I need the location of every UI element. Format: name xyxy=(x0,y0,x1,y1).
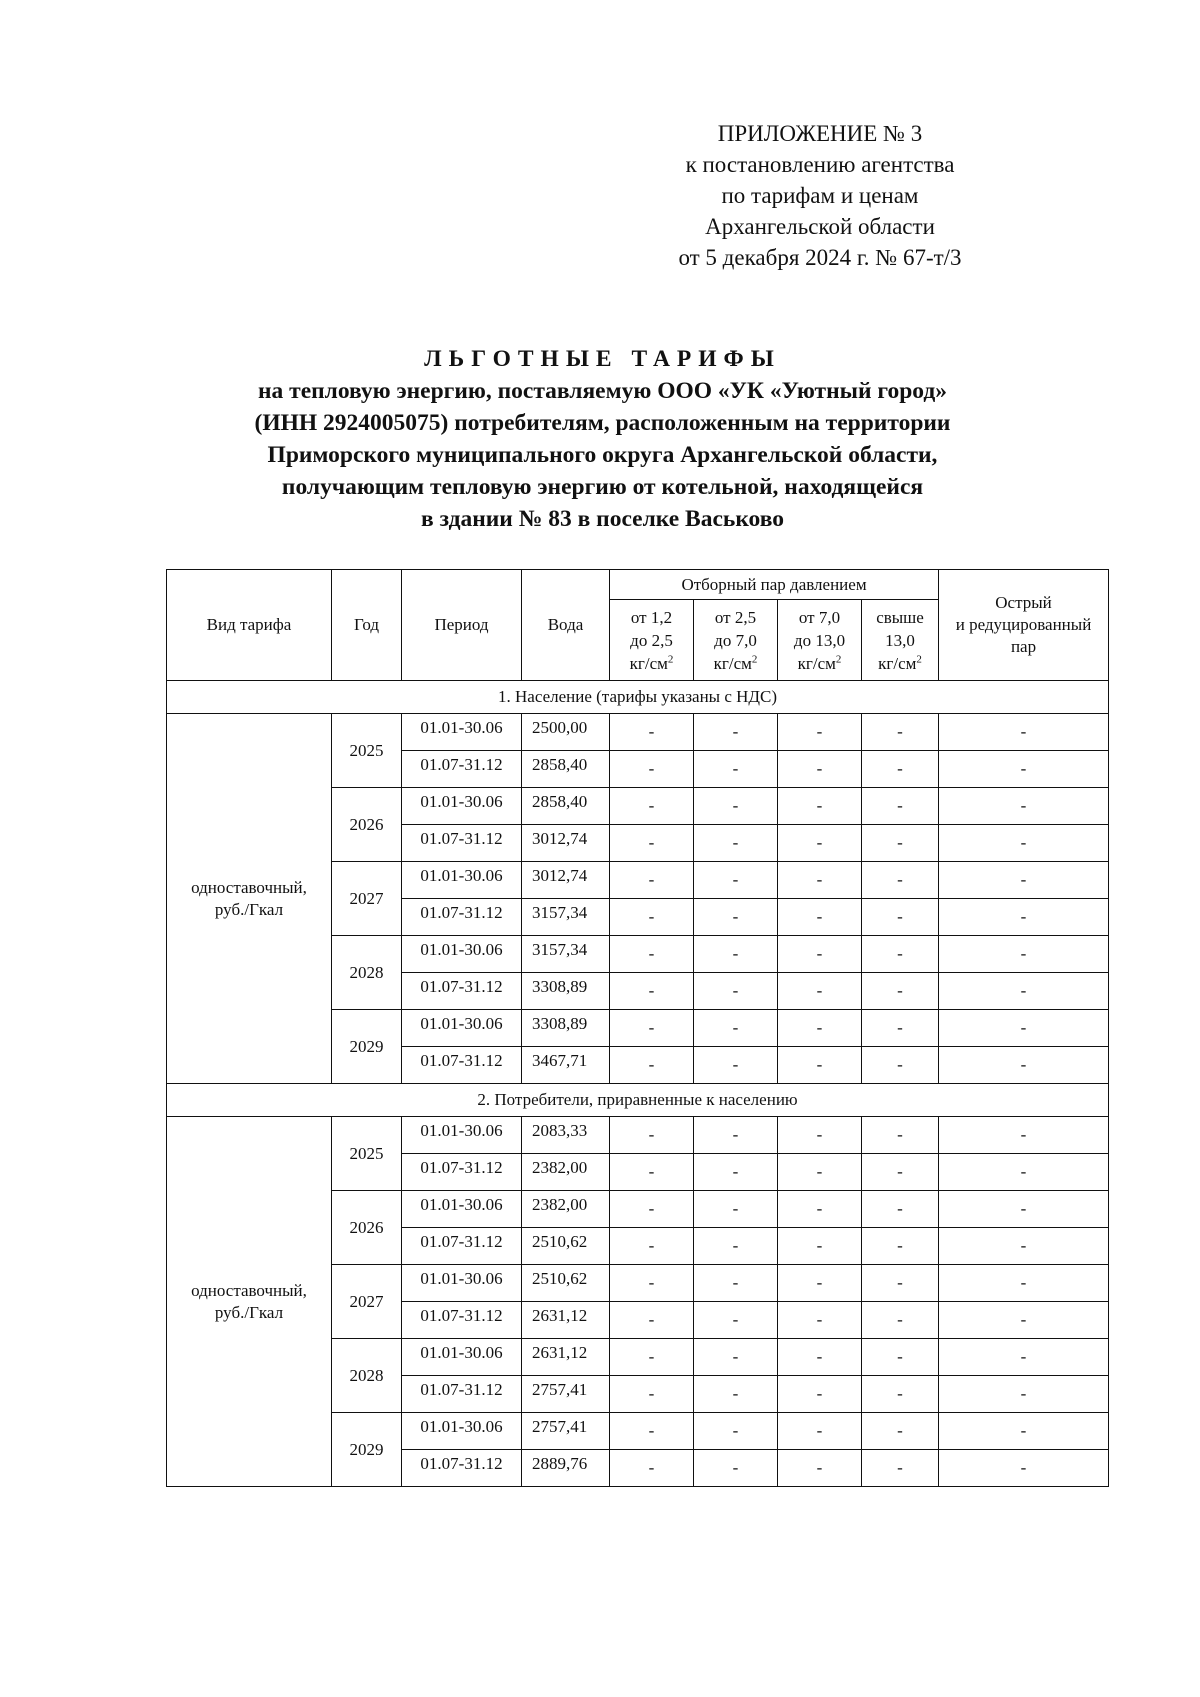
title-line: получающим тепловую энергию от котельной, находящейся xyxy=(281,474,924,500)
appendix-number: ПРИЛОЖЕНИЕ № 3 xyxy=(717,121,923,146)
appendix-line: к постановлению агентства xyxy=(685,152,955,177)
year-cell: 2028 xyxy=(332,936,402,1010)
section-title: 1. Население (тарифы указаны с НДС) xyxy=(167,681,1109,714)
empty-value-cell: - xyxy=(778,899,862,936)
period-cell: 01.01-30.06 xyxy=(402,714,522,751)
empty-value-cell: - xyxy=(694,1047,778,1084)
empty-value-cell: - xyxy=(939,1191,1109,1228)
section-row xyxy=(167,681,1109,714)
empty-value-cell: - xyxy=(610,1191,694,1228)
water-value-cell: 3467,71 xyxy=(522,1047,610,1084)
water-value-cell: 3308,89 xyxy=(522,1010,610,1047)
empty-value-cell: - xyxy=(694,751,778,788)
empty-value-cell: - xyxy=(862,1228,939,1265)
period-cell: 01.01-30.06 xyxy=(402,1191,522,1228)
period-cell: 01.07-31.12 xyxy=(402,751,522,788)
empty-value-cell: - xyxy=(694,1376,778,1413)
empty-value-cell: - xyxy=(778,1117,862,1154)
empty-value-cell: - xyxy=(778,1413,862,1450)
water-value-cell: 2083,33 xyxy=(522,1117,610,1154)
pressure-from: от 7,0 xyxy=(798,607,841,627)
water-value-cell: 2500,00 xyxy=(522,714,610,751)
title-line: (ИНН 2924005075) потребителям, расположенным на территории xyxy=(254,410,951,436)
empty-value-cell: - xyxy=(610,899,694,936)
header-sharp-steam-l3: пар xyxy=(1010,637,1037,656)
empty-value-cell: - xyxy=(862,751,939,788)
empty-value-cell: - xyxy=(610,788,694,825)
water-value-cell: 3308,89 xyxy=(522,973,610,1010)
empty-value-cell: - xyxy=(939,1117,1109,1154)
empty-value-cell: - xyxy=(778,936,862,973)
pressure-unit: $кг/см^2$ xyxy=(629,652,674,673)
water-value-cell: 3157,34 xyxy=(522,936,610,973)
empty-value-cell: - xyxy=(862,1450,939,1487)
empty-value-cell: - xyxy=(610,714,694,751)
empty-value-cell: - xyxy=(862,1265,939,1302)
empty-value-cell: - xyxy=(610,1302,694,1339)
pressure-to: до 2,5 xyxy=(630,630,673,650)
empty-value-cell: - xyxy=(778,1047,862,1084)
section-row xyxy=(167,1084,1109,1117)
year-cell: 2025 xyxy=(332,714,402,788)
empty-value-cell: - xyxy=(610,1117,694,1154)
empty-value-cell: - xyxy=(694,936,778,973)
header-pressure-2 xyxy=(694,600,778,681)
header-selected-steam: Отборный пар давлением xyxy=(610,570,939,600)
empty-value-cell: - xyxy=(778,1228,862,1265)
appendix-date: от 5 декабря 2024 г. № 67-т/3 xyxy=(678,245,962,270)
table-row xyxy=(167,1117,1109,1154)
pressure-to: 13,0 xyxy=(885,630,915,650)
empty-value-cell: - xyxy=(778,973,862,1010)
empty-value-cell: - xyxy=(778,1154,862,1191)
period-cell: 01.07-31.12 xyxy=(402,1376,522,1413)
pressure-from: от 1,2 xyxy=(630,607,673,627)
period-cell: 01.07-31.12 xyxy=(402,1450,522,1487)
empty-value-cell: - xyxy=(694,1450,778,1487)
year-cell: 2029 xyxy=(332,1010,402,1084)
section-title: 2. Потребители, приравненные к населению xyxy=(167,1084,1109,1117)
empty-value-cell: - xyxy=(778,1265,862,1302)
empty-value-cell: - xyxy=(694,1228,778,1265)
water-value-cell: 2631,12 xyxy=(522,1339,610,1376)
header-period: Период xyxy=(402,570,522,681)
empty-value-cell: - xyxy=(610,1228,694,1265)
empty-value-cell: - xyxy=(610,1010,694,1047)
title-line: в здании № 83 в поселке Васьково xyxy=(421,506,784,532)
water-value-cell: 2889,76 xyxy=(522,1450,610,1487)
water-value-cell: 3157,34 xyxy=(522,899,610,936)
water-value-cell: 2382,00 xyxy=(522,1191,610,1228)
empty-value-cell: - xyxy=(939,1154,1109,1191)
empty-value-cell: - xyxy=(694,1265,778,1302)
water-value-cell: 2382,00 xyxy=(522,1154,610,1191)
water-value-cell: 2631,12 xyxy=(522,1302,610,1339)
empty-value-cell: - xyxy=(778,751,862,788)
empty-value-cell: - xyxy=(862,1010,939,1047)
empty-value-cell: - xyxy=(862,825,939,862)
pressure-unit: $кг/см^2$ xyxy=(797,652,842,673)
empty-value-cell: - xyxy=(778,1191,862,1228)
tariff-unit-label: руб./Гкал xyxy=(214,899,284,919)
empty-value-cell: - xyxy=(778,788,862,825)
water-value-cell: 2510,62 xyxy=(522,1265,610,1302)
period-cell: 01.07-31.12 xyxy=(402,1047,522,1084)
header-pressure-4 xyxy=(862,600,939,681)
year-cell: 2026 xyxy=(332,1191,402,1265)
empty-value-cell: - xyxy=(862,1047,939,1084)
empty-value-cell: - xyxy=(694,714,778,751)
period-cell: 01.01-30.06 xyxy=(402,1339,522,1376)
empty-value-cell: - xyxy=(694,1302,778,1339)
empty-value-cell: - xyxy=(694,1339,778,1376)
empty-value-cell: - xyxy=(778,1302,862,1339)
pressure-unit: $кг/см^2$ xyxy=(878,652,922,673)
header-tariff-type: Вид тарифа xyxy=(167,570,332,681)
header-water: Вода xyxy=(522,570,610,681)
empty-value-cell: - xyxy=(939,899,1109,936)
empty-value-cell: - xyxy=(939,1265,1109,1302)
empty-value-cell: - xyxy=(694,788,778,825)
empty-value-cell: - xyxy=(778,1010,862,1047)
empty-value-cell: - xyxy=(694,1154,778,1191)
empty-value-cell: - xyxy=(939,1302,1109,1339)
water-value-cell: 2858,40 xyxy=(522,751,610,788)
empty-value-cell: - xyxy=(610,1413,694,1450)
empty-value-cell: - xyxy=(778,1450,862,1487)
empty-value-cell: - xyxy=(610,1265,694,1302)
period-cell: 01.01-30.06 xyxy=(402,1010,522,1047)
water-value-cell: 3012,74 xyxy=(522,825,610,862)
period-cell: 01.07-31.12 xyxy=(402,1154,522,1191)
period-cell: 01.01-30.06 xyxy=(402,862,522,899)
empty-value-cell: - xyxy=(694,973,778,1010)
empty-value-cell: - xyxy=(939,788,1109,825)
pressure-from: свыше xyxy=(876,607,924,627)
water-value-cell: 2510,62 xyxy=(522,1228,610,1265)
tariffs-body xyxy=(167,681,1109,1487)
table-row xyxy=(167,714,1109,751)
empty-value-cell: - xyxy=(694,1191,778,1228)
period-cell: 01.01-30.06 xyxy=(402,788,522,825)
empty-value-cell: - xyxy=(862,714,939,751)
empty-value-cell: - xyxy=(610,936,694,973)
empty-value-cell: - xyxy=(862,1117,939,1154)
empty-value-cell: - xyxy=(939,751,1109,788)
pressure-to: до 13,0 xyxy=(793,630,846,650)
pressure-unit: $кг/см^2$ xyxy=(713,652,758,673)
title-line: Приморского муниципального округа Архангельской области, xyxy=(267,442,938,468)
empty-value-cell: - xyxy=(939,1339,1109,1376)
header-sharp-steam-l2: и редуцированный xyxy=(955,615,1092,634)
pressure-from: от 2,5 xyxy=(714,607,757,627)
header-year: Год xyxy=(332,570,402,681)
empty-value-cell: - xyxy=(610,1339,694,1376)
empty-value-cell: - xyxy=(862,936,939,973)
empty-value-cell: - xyxy=(862,862,939,899)
header-pressure-3 xyxy=(778,600,862,681)
water-value-cell: 2858,40 xyxy=(522,788,610,825)
empty-value-cell: - xyxy=(610,973,694,1010)
empty-value-cell: - xyxy=(939,714,1109,751)
empty-value-cell: - xyxy=(610,1450,694,1487)
empty-value-cell: - xyxy=(778,825,862,862)
water-value-cell: 2757,41 xyxy=(522,1413,610,1450)
empty-value-cell: - xyxy=(939,862,1109,899)
period-cell: 01.07-31.12 xyxy=(402,973,522,1010)
tariffs-table xyxy=(166,569,1109,1487)
year-cell: 2027 xyxy=(332,862,402,936)
year-cell: 2026 xyxy=(332,788,402,862)
empty-value-cell: - xyxy=(778,714,862,751)
empty-value-cell: - xyxy=(862,1154,939,1191)
period-cell: 01.07-31.12 xyxy=(402,1302,522,1339)
empty-value-cell: - xyxy=(610,825,694,862)
empty-value-cell: - xyxy=(778,1376,862,1413)
water-value-cell: 3012,74 xyxy=(522,862,610,899)
year-cell: 2025 xyxy=(332,1117,402,1191)
period-cell: 01.07-31.12 xyxy=(402,825,522,862)
tariff-unit-label: руб./Гкал xyxy=(214,1302,284,1322)
pressure-to: до 7,0 xyxy=(714,630,757,650)
empty-value-cell: - xyxy=(862,1339,939,1376)
empty-value-cell: - xyxy=(694,1117,778,1154)
empty-value-cell: - xyxy=(862,788,939,825)
year-cell: 2027 xyxy=(332,1265,402,1339)
empty-value-cell: - xyxy=(939,1010,1109,1047)
empty-value-cell: - xyxy=(862,973,939,1010)
document-title xyxy=(150,343,1055,535)
period-cell: 01.07-31.12 xyxy=(402,1228,522,1265)
title-heading: ЛЬГОТНЫЕ ТАРИФЫ xyxy=(424,346,781,372)
appendix-line: Архангельской области xyxy=(705,214,935,239)
empty-value-cell: - xyxy=(939,1376,1109,1413)
tariff-type-cell xyxy=(167,1117,332,1487)
empty-value-cell: - xyxy=(610,862,694,899)
empty-value-cell: - xyxy=(694,862,778,899)
period-cell: 01.07-31.12 xyxy=(402,899,522,936)
empty-value-cell: - xyxy=(862,1413,939,1450)
period-cell: 01.01-30.06 xyxy=(402,1117,522,1154)
empty-value-cell: - xyxy=(862,1376,939,1413)
appendix-line: по тарифам и ценам xyxy=(721,183,919,208)
period-cell: 01.01-30.06 xyxy=(402,1413,522,1450)
empty-value-cell: - xyxy=(694,1010,778,1047)
header-sharp-steam xyxy=(939,570,1109,681)
empty-value-cell: - xyxy=(778,1339,862,1376)
empty-value-cell: - xyxy=(610,1154,694,1191)
tariff-type-label: одноставочный, xyxy=(191,1280,307,1300)
empty-value-cell: - xyxy=(939,1047,1109,1084)
empty-value-cell: - xyxy=(610,751,694,788)
tariff-type-label: одноставочный, xyxy=(191,877,307,897)
empty-value-cell: - xyxy=(694,899,778,936)
empty-value-cell: - xyxy=(862,899,939,936)
empty-value-cell: - xyxy=(862,1302,939,1339)
header-pressure-1 xyxy=(610,600,694,681)
water-value-cell: 2757,41 xyxy=(522,1376,610,1413)
empty-value-cell: - xyxy=(610,1047,694,1084)
tariff-type-cell xyxy=(167,714,332,1084)
period-cell: 01.01-30.06 xyxy=(402,1265,522,1302)
empty-value-cell: - xyxy=(939,1450,1109,1487)
empty-value-cell: - xyxy=(862,1191,939,1228)
empty-value-cell: - xyxy=(778,862,862,899)
empty-value-cell: - xyxy=(939,936,1109,973)
empty-value-cell: - xyxy=(939,1413,1109,1450)
year-cell: 2029 xyxy=(332,1413,402,1487)
empty-value-cell: - xyxy=(610,1376,694,1413)
title-line: на тепловую энергию, поставляемую ООО «УК «Уютный город» xyxy=(257,378,948,404)
empty-value-cell: - xyxy=(694,1413,778,1450)
empty-value-cell: - xyxy=(694,825,778,862)
appendix-header xyxy=(560,118,1080,273)
year-cell: 2028 xyxy=(332,1339,402,1413)
empty-value-cell: - xyxy=(939,825,1109,862)
header-sharp-steam-l1: Острый xyxy=(995,593,1052,612)
empty-value-cell: - xyxy=(939,1228,1109,1265)
empty-value-cell: - xyxy=(939,973,1109,1010)
period-cell: 01.01-30.06 xyxy=(402,936,522,973)
